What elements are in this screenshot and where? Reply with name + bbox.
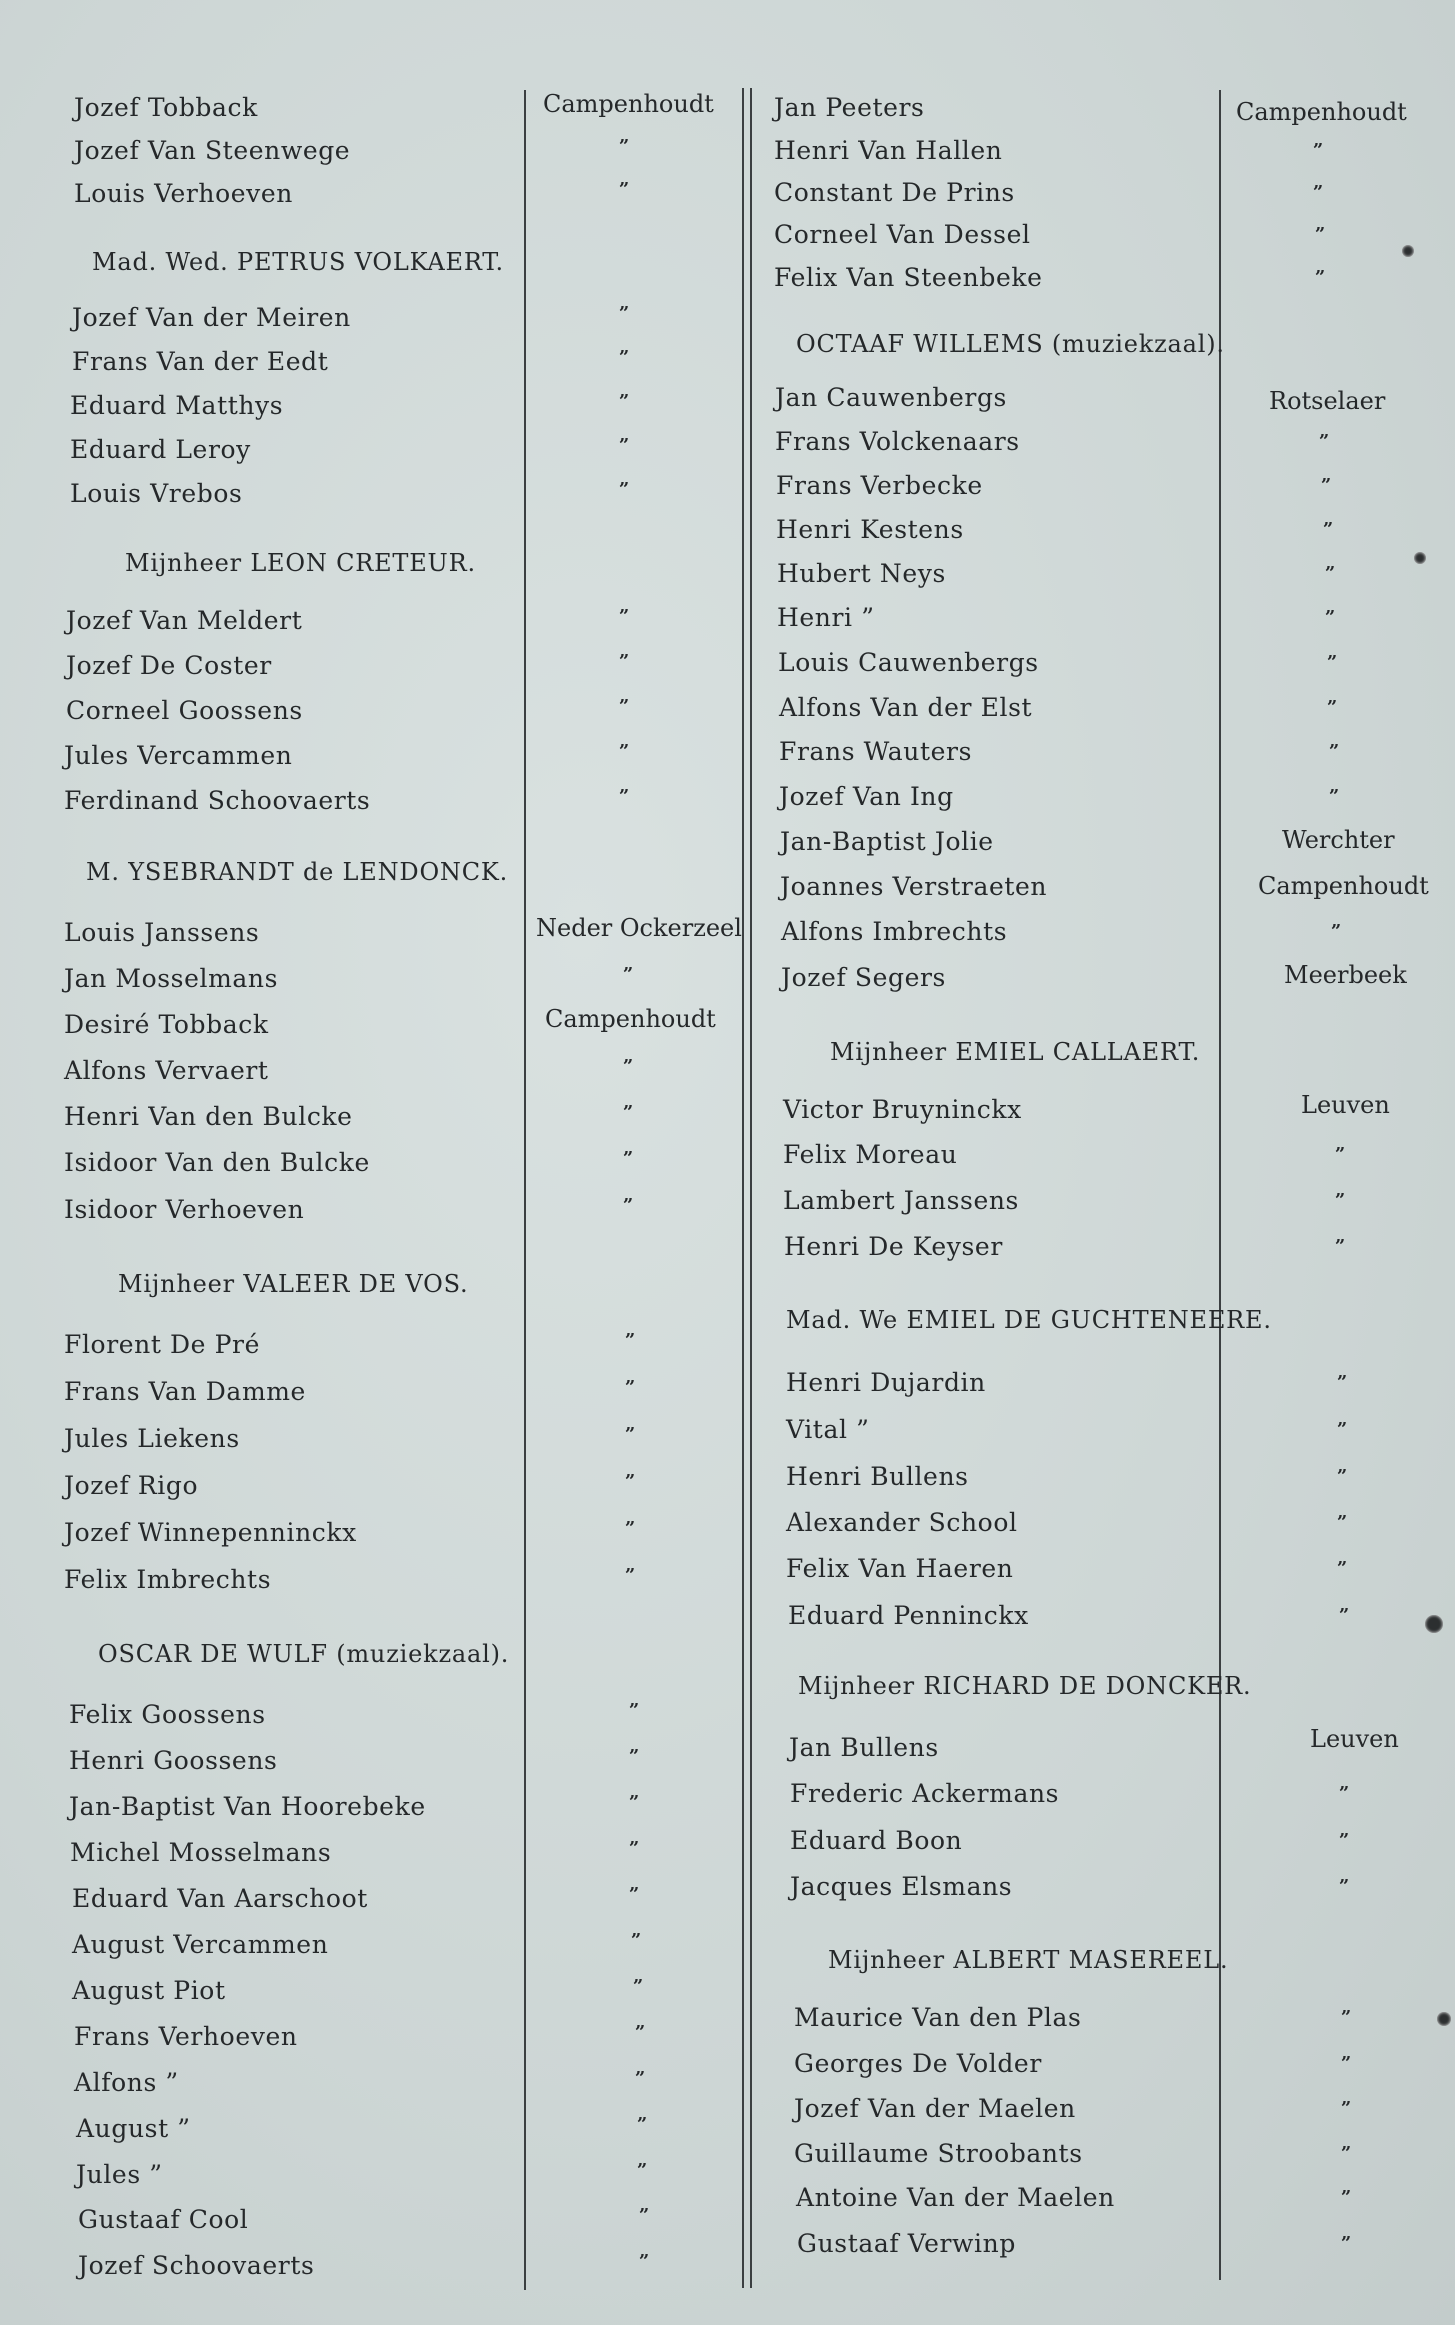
list-item-name: Vital ” bbox=[786, 1415, 870, 1444]
section-heading: Mad. Wed. PETRUS VOLKAERT. bbox=[92, 248, 504, 276]
list-item-name: Jozef De Coster bbox=[66, 651, 272, 680]
list-item-name: Alfons Imbrechts bbox=[781, 917, 1008, 946]
ditto-mark: ” bbox=[1336, 1558, 1348, 1579]
ditto-mark: ” bbox=[636, 2160, 648, 2181]
list-item-place: Werchter bbox=[1282, 826, 1395, 854]
ditto-mark: ” bbox=[1320, 475, 1332, 496]
list-item-name: Joannes Verstraeten bbox=[780, 872, 1048, 901]
ditto-mark: ” bbox=[1328, 741, 1340, 762]
ditto-mark: ” bbox=[618, 606, 630, 627]
list-item-place: Campenhoudt bbox=[543, 90, 714, 118]
ditto-mark: ” bbox=[1338, 1830, 1350, 1851]
list-item-name: Frans Van der Eedt bbox=[72, 347, 329, 376]
ditto-mark: ” bbox=[1340, 2233, 1352, 2254]
list-item-name: Frans Van Damme bbox=[64, 1377, 306, 1406]
list-item-name: August ” bbox=[76, 2114, 191, 2143]
ditto-mark: ” bbox=[1326, 652, 1338, 673]
list-item-place: Leuven bbox=[1301, 1091, 1390, 1119]
ditto-mark: ” bbox=[638, 2205, 650, 2226]
ditto-mark: ” bbox=[1334, 1144, 1346, 1165]
ditto-mark: ” bbox=[1338, 1605, 1350, 1626]
ditto-mark: ” bbox=[624, 1471, 636, 1492]
list-item-name: Florent De Pré bbox=[64, 1330, 260, 1359]
list-item-name: Isidoor Van den Bulcke bbox=[64, 1148, 370, 1177]
ditto-mark: ” bbox=[618, 786, 630, 807]
ditto-mark: ” bbox=[622, 1148, 634, 1169]
list-item-name: Alfons Van der Elst bbox=[779, 693, 1033, 722]
list-item-name: Felix Van Steenbeke bbox=[774, 263, 1043, 292]
ditto-mark: ” bbox=[634, 2022, 646, 2043]
ditto-mark: ” bbox=[628, 1792, 640, 1813]
list-item-name: Hubert Neys bbox=[777, 559, 946, 588]
list-item-name: Henri Dujardin bbox=[786, 1368, 986, 1397]
section-heading: Mijnheer EMIEL CALLAERT. bbox=[830, 1038, 1201, 1066]
list-item-name: Jozef Van der Meiren bbox=[72, 303, 351, 332]
ditto-mark: ” bbox=[1322, 519, 1334, 540]
ditto-mark: ” bbox=[1336, 1512, 1348, 1533]
list-item-name: Corneel Goossens bbox=[66, 696, 303, 725]
ditto-mark: ” bbox=[1330, 921, 1342, 942]
section-heading: OSCAR DE WULF (muziekzaal). bbox=[98, 1640, 510, 1668]
list-item-place: Meerbeek bbox=[1284, 961, 1407, 989]
list-item-name: Constant De Prins bbox=[774, 178, 1015, 207]
list-item-name: Gustaaf Cool bbox=[78, 2205, 249, 2234]
ditto-mark: ” bbox=[1312, 182, 1324, 203]
list-item-name: Jozef Van Ing bbox=[779, 782, 954, 811]
ditto-mark: ” bbox=[1336, 1466, 1348, 1487]
ditto-mark: ” bbox=[624, 1518, 636, 1539]
list-item-name: Louis Vrebos bbox=[70, 479, 243, 508]
list-item-name: Jules Liekens bbox=[64, 1424, 240, 1453]
ditto-mark: ” bbox=[618, 741, 630, 762]
ditto-mark: ” bbox=[624, 1330, 636, 1351]
list-item-name: Jan Peeters bbox=[774, 93, 925, 122]
section-heading: Mad. We EMIEL DE GUCHTENEERE. bbox=[786, 1306, 1272, 1334]
ditto-mark: ” bbox=[632, 1976, 644, 1997]
list-item-name: Gustaaf Verwinp bbox=[797, 2229, 1016, 2258]
ditto-mark: ” bbox=[1338, 1876, 1350, 1897]
list-item-name: Henri ” bbox=[777, 603, 875, 632]
ditto-mark: ” bbox=[1334, 1236, 1346, 1257]
list-item-name: Ferdinand Schoovaerts bbox=[64, 786, 371, 815]
ditto-mark: ” bbox=[1340, 2053, 1352, 2074]
list-item-place: Campenhoudt bbox=[1236, 98, 1407, 126]
section-heading: OCTAAF WILLEMS (muziekzaal). bbox=[796, 330, 1225, 358]
ditto-mark: ” bbox=[618, 391, 630, 412]
ditto-mark: ” bbox=[618, 479, 630, 500]
ditto-mark: ” bbox=[1314, 267, 1326, 288]
ditto-mark: ” bbox=[628, 1884, 640, 1905]
ditto-mark: ” bbox=[622, 1195, 634, 1216]
list-item-name: Victor Bruyninckx bbox=[783, 1095, 1022, 1124]
ditto-mark: ” bbox=[1324, 607, 1336, 628]
ditto-mark: ” bbox=[618, 347, 630, 368]
list-item-name: August Vercammen bbox=[72, 1930, 329, 1959]
list-item-name: Henri De Keyser bbox=[784, 1232, 1003, 1261]
list-item-name: Jozef Winnepenninckx bbox=[64, 1518, 357, 1547]
list-item-name: Jan Bullens bbox=[789, 1733, 939, 1762]
list-item-name: Jan Cauwenbergs bbox=[775, 383, 1007, 412]
list-item-name: Jozef Van der Maelen bbox=[794, 2094, 1076, 2123]
list-item-name: Felix Imbrechts bbox=[64, 1565, 272, 1594]
list-item-place: Neder Ockerzeel bbox=[536, 914, 742, 942]
list-item-name: Henri Van Hallen bbox=[774, 136, 1003, 165]
list-item-name: August Piot bbox=[72, 1976, 226, 2005]
list-item-name: Jozef Segers bbox=[781, 963, 946, 992]
ditto-mark: ” bbox=[1312, 140, 1324, 161]
list-item-name: Jules Vercammen bbox=[64, 741, 293, 770]
list-item-place: Campenhoudt bbox=[545, 1005, 716, 1033]
ditto-mark: ” bbox=[618, 179, 630, 200]
list-item-name: Eduard Leroy bbox=[70, 435, 251, 464]
ditto-mark: ” bbox=[1324, 563, 1336, 584]
list-item-name: Louis Verhoeven bbox=[74, 179, 293, 208]
list-item-name: Desiré Tobback bbox=[64, 1010, 269, 1039]
ditto-mark: ” bbox=[1340, 2007, 1352, 2028]
ditto-mark: ” bbox=[1334, 1190, 1346, 1211]
ditto-mark: ” bbox=[1328, 786, 1340, 807]
list-item-name: Frans Volckenaars bbox=[775, 427, 1020, 456]
list-item-name: Frederic Ackermans bbox=[790, 1779, 1060, 1808]
right-column bbox=[760, 0, 1455, 2325]
list-item-name: Henri Van den Bulcke bbox=[64, 1102, 353, 1131]
list-item-name: Frans Verhoeven bbox=[74, 2022, 298, 2051]
section-heading: M. YSEBRANDT de LENDONCK. bbox=[86, 858, 509, 886]
list-item-name: Henri Goossens bbox=[69, 1746, 278, 1775]
ditto-mark: ” bbox=[622, 1102, 634, 1123]
list-item-name: Frans Verbecke bbox=[776, 471, 983, 500]
list-item-name: Corneel Van Dessel bbox=[774, 220, 1031, 249]
list-item-name: Jan-Baptist Jolie bbox=[780, 827, 994, 856]
section-heading: Mijnheer RICHARD DE DONCKER. bbox=[798, 1672, 1252, 1700]
ditto-mark: ” bbox=[1336, 1372, 1348, 1393]
ditto-mark: ” bbox=[1340, 2098, 1352, 2119]
list-item-name: Louis Janssens bbox=[64, 918, 260, 947]
list-item-name: Alfons Vervaert bbox=[64, 1056, 269, 1085]
list-item-name: Jozef Tobback bbox=[74, 93, 258, 122]
list-item-name: Henri Bullens bbox=[786, 1462, 969, 1491]
ditto-mark: ” bbox=[630, 1930, 642, 1951]
list-item-name: Antoine Van der Maelen bbox=[796, 2183, 1115, 2212]
section-heading: Mijnheer LEON CRETEUR. bbox=[125, 549, 476, 577]
list-item-name: Alexander School bbox=[786, 1508, 1018, 1537]
ditto-mark: ” bbox=[1340, 2143, 1352, 2164]
ditto-mark: ” bbox=[624, 1565, 636, 1586]
list-item-name: Lambert Janssens bbox=[783, 1186, 1019, 1215]
list-item-name: Eduard Penninckx bbox=[788, 1601, 1029, 1630]
ditto-mark: ” bbox=[624, 1424, 636, 1445]
ditto-mark: ” bbox=[618, 136, 630, 157]
list-item-name: Felix Van Haeren bbox=[786, 1554, 1014, 1583]
list-item-name: Jan Mosselmans bbox=[64, 964, 279, 993]
list-item-name: Jan-Baptist Van Hoorebeke bbox=[69, 1792, 426, 1821]
list-item-name: Georges De Volder bbox=[794, 2049, 1042, 2078]
list-item-name: Guillaume Stroobants bbox=[794, 2139, 1083, 2168]
list-item-name: Jozef Rigo bbox=[64, 1471, 199, 1500]
ditto-mark: ” bbox=[628, 1838, 640, 1859]
ditto-mark: ” bbox=[622, 964, 634, 985]
list-item-name: Jozef Schoovaerts bbox=[78, 2251, 315, 2280]
ditto-mark: ” bbox=[1340, 2187, 1352, 2208]
ditto-mark: ” bbox=[638, 2251, 650, 2272]
list-item-name: Jozef Van Meldert bbox=[66, 606, 303, 635]
ditto-mark: ” bbox=[1338, 1783, 1350, 1804]
list-item-place: Rotselaer bbox=[1269, 387, 1386, 415]
ditto-mark: ” bbox=[618, 303, 630, 324]
list-item-name: Jules ” bbox=[76, 2160, 163, 2189]
ditto-mark: ” bbox=[624, 1377, 636, 1398]
ditto-mark: ” bbox=[628, 1746, 640, 1767]
list-item-name: Eduard Matthys bbox=[70, 391, 284, 420]
ditto-mark: ” bbox=[1326, 697, 1338, 718]
list-item-name: Michel Mosselmans bbox=[70, 1838, 332, 1867]
list-item-name: Felix Moreau bbox=[783, 1140, 958, 1169]
ditto-mark: ” bbox=[1318, 431, 1330, 452]
list-item-name: Louis Cauwenbergs bbox=[778, 648, 1039, 677]
list-item-name: Alfons ” bbox=[74, 2068, 179, 2097]
list-item-name: Frans Wauters bbox=[779, 737, 973, 766]
ditto-mark: ” bbox=[618, 435, 630, 456]
list-item-name: Isidoor Verhoeven bbox=[64, 1195, 305, 1224]
list-item-name: Henri Kestens bbox=[776, 515, 964, 544]
list-item-place: Campenhoudt bbox=[1258, 872, 1429, 900]
ditto-mark: ” bbox=[622, 1056, 634, 1077]
list-item-name: Jozef Van Steenwege bbox=[74, 136, 351, 165]
ditto-mark: ” bbox=[618, 696, 630, 717]
ditto-mark: ” bbox=[634, 2068, 646, 2089]
list-item-name: Felix Goossens bbox=[69, 1700, 266, 1729]
list-item-name: Eduard Boon bbox=[790, 1826, 963, 1855]
list-item-name: Jacques Elsmans bbox=[790, 1872, 1013, 1901]
ditto-mark: ” bbox=[618, 651, 630, 672]
ditto-mark: ” bbox=[628, 1700, 640, 1721]
list-item-name: Eduard Van Aarschoot bbox=[72, 1884, 368, 1913]
list-item-name: Maurice Van den Plas bbox=[794, 2003, 1082, 2032]
list-item-place: Leuven bbox=[1310, 1725, 1399, 1753]
ditto-mark: ” bbox=[636, 2114, 648, 2135]
ditto-mark: ” bbox=[1314, 224, 1326, 245]
section-heading: Mijnheer VALEER DE VOS. bbox=[118, 1270, 469, 1298]
section-heading: Mijnheer ALBERT MASEREEL. bbox=[828, 1946, 1229, 1974]
ditto-mark: ” bbox=[1336, 1419, 1348, 1440]
